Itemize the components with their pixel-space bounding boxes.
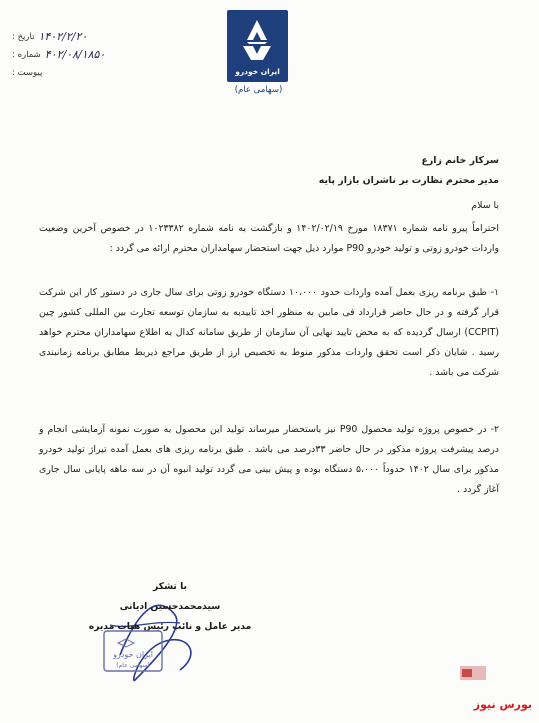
paragraph-imports: ۱- طبق برنامه ریزی بعمل آمده واردات حدود ۱۰،۰۰۰ دستگاه خودرو زوتی برای سال جاری در دستور کار این شرکت قرار گرفته و در حال حاضر قرارداد فی مابین به منظور اخذ تاییدیه به سازمان توسعه تجارت بین المللی کشور چین (CCPIT) ارسال گردیده که به محض تایید نهایی آن سازمان از طریق سامانه کدال به اطلاع سهامداران محترم خواهد رسید . شایان ذکر است تحقق واردات مذکور منوط به تخصیص ارز از طریق مراجع ذیربط مطابق برنامه زمانبندی شرکت می باشد . — [39, 287, 499, 378]
number-row — [12, 46, 147, 64]
number-value: ۴۰۲/۰۸/۱۸۵۰ — [44, 48, 106, 61]
company-stamp — [98, 623, 168, 679]
recipient-title: مدیر محترم نظارت بر ناشران بازار پایه — [318, 175, 499, 186]
watermark-logo-icon — [458, 662, 488, 684]
attachment-label: پیوست : — [12, 68, 43, 78]
closing: با تشکر — [153, 581, 187, 592]
logo-company-name: ایران خودرو — [235, 67, 280, 76]
signatory-title: مدیر عامل و نائب رئیس هیات مدیره — [88, 621, 252, 632]
paragraph-p90: ۲- در خصوص پروژه تولید محصول P90 نیز باستحضار میرساند تولید این محصول به صورت نمونه آزمایشی انجام و درصد پیشرفت پروژه مذکور در حال حاضر ۳۳درصد می باشد . طبق برنامه ریزی های بعمل آمده تیراژ تولید خودرو مذکور برای سال ۱۴۰۲ حدوداً ۵،۰۰۰ دستگاه بوده و پیش بینی می گردد تولید انبوه آن در سه ماهه پایانی سال جاری آغاز گردد . — [39, 424, 500, 495]
number-label: شماره : — [12, 50, 41, 60]
date-label: تاریخ : — [12, 32, 35, 42]
logo-subtitle: (سهامی عام) — [234, 85, 283, 95]
attachment-row — [12, 64, 147, 82]
recipient-block — [179, 151, 499, 191]
company-logo — [227, 10, 288, 82]
recipient-name: سرکار خانم زارع — [421, 155, 499, 166]
stamp-subtext: (سهامی عام) — [116, 662, 150, 669]
greeting: با سلام — [471, 200, 499, 211]
date-value: ۱۴۰۲/۲/۲۰ — [38, 30, 88, 43]
letter-meta — [12, 28, 147, 82]
signatory-name: سیدمحمدحسین ادیانی — [119, 601, 221, 612]
company-logo-icon — [227, 10, 288, 70]
date-row — [12, 28, 147, 46]
paragraph-intro: احتراماً پیرو نامه شماره ۱۸۳۷۱ مورخ ۱۴۰۲/۰۲/۱۹ و بازگشت به نامه شماره ۱۰۲۳۳۸۲ در خصوص آخرین وضعیت واردات خودرو زوتی و تولید خودرو P90 موارد ذیل جهت استحضار سهامداران محترم ارائه می گردد : — [39, 223, 499, 254]
stamp-text: ایران خودرو — [113, 650, 153, 659]
source-label: بورس نیوز — [473, 698, 532, 711]
